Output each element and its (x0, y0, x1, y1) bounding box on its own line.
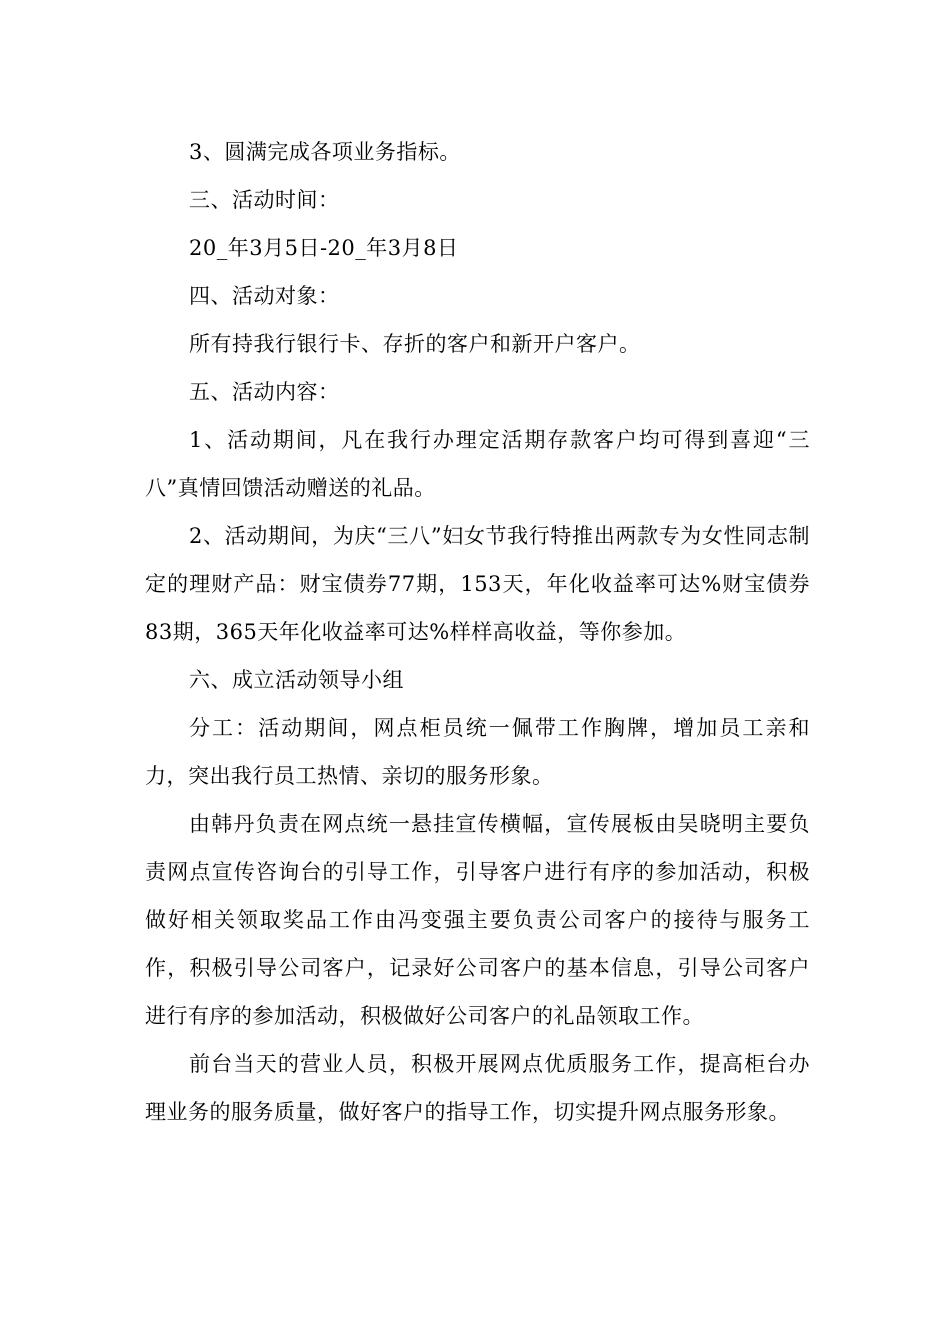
paragraph-item-3: 3、圆满完成各项业务指标。 (189, 140, 461, 164)
target-description: 所有持我行银行卡、存折的客户和新开户客户。 (189, 332, 641, 356)
responsibility-assignment: 由韩丹负责在网点统一悬挂宣传横幅，宣传展板由吴晓明主要负责网点宣传咨询台的引导工作，引导客户进行有序的参加活动，积极做好相关领取奖品工作由冯变强主要负责公司客户的接待与服务工作，积极引导公司客户，记录好公司客户的基本信息，引导公司客户进行有序的参加活动，积极做好公司客户的礼品领取工作。 (145, 812, 810, 1028)
section-heading-time: 三、活动时间： (189, 188, 340, 212)
content-item-2: 2、活动期间，为庆“三八”妇女节我行特推出两款专为女性同志制定的理财产品：财宝债券77期，153天，年化收益率可达%财宝债券83期，365天年化收益率可达%样样高收益，等你参加。 (145, 524, 810, 644)
division-of-labor: 分工：活动期间，网点柜员统一佩带工作胸牌，增加员工亲和力，突出我行员工热情、亲切的服务形象。 (145, 716, 810, 788)
front-desk-duties: 前台当天的营业人员，积极开展网点优质服务工作，提高柜台办理业务的服务质量，做好客户的指导工作，切实提升网点服务形象。 (145, 1052, 810, 1124)
section-heading-target: 四、活动对象： (189, 284, 340, 308)
activity-date-range: 20_年3月5日-20_年3月8日 (189, 236, 459, 260)
content-item-1: 1、活动期间，凡在我行办理定活期存款客户均可得到喜迎“三八”真情回馈活动赠送的礼品。 (145, 428, 810, 500)
section-heading-content: 五、活动内容： (189, 380, 340, 404)
section-heading-leadership: 六、成立活动领导小组 (189, 668, 404, 692)
document-body (145, 128, 810, 1136)
